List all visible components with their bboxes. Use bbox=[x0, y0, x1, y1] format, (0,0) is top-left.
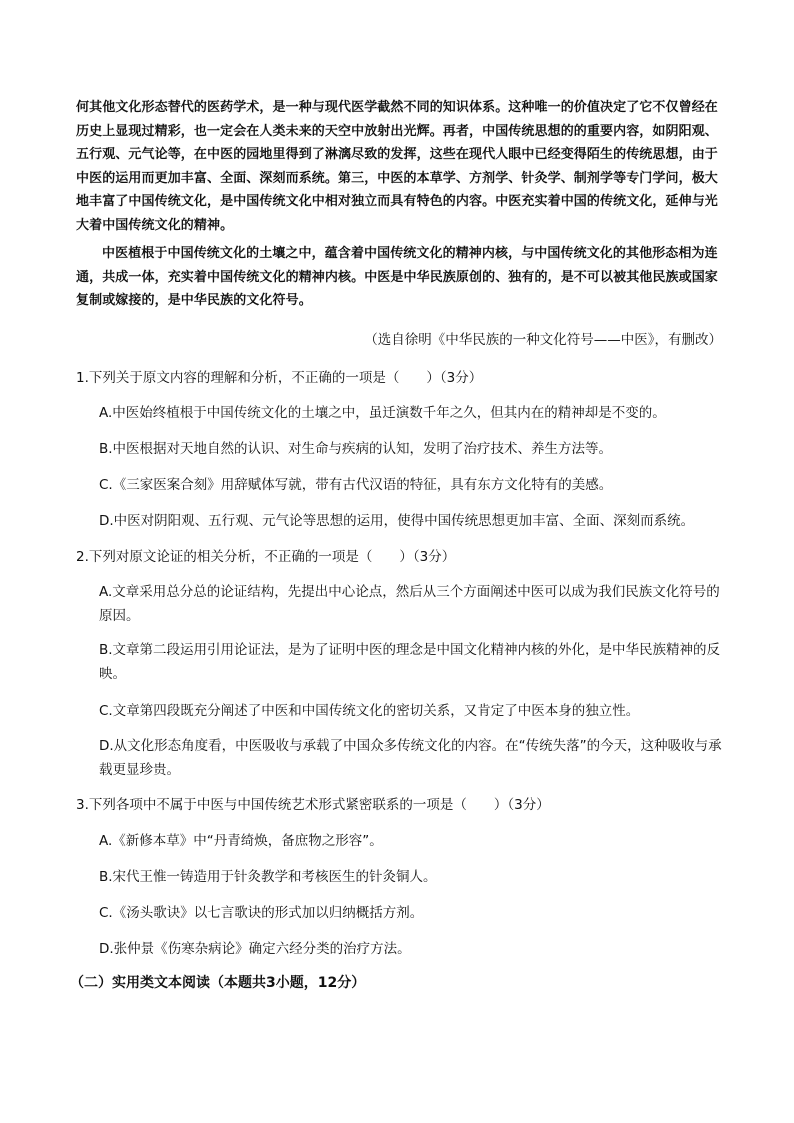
section-title: （二）实用类文本阅读（本题共3小题，12分） bbox=[70, 975, 366, 991]
question-2-option-c: C.文章第四段既充分阐述了中医和中国传统文化的密切关系，又肯定了中医本身的独立性。 bbox=[99, 703, 640, 719]
question-1-stem: 1.下列关于原文内容的理解和分析，不正确的一项是（ ）（3分） bbox=[76, 370, 483, 386]
question-2-option-d: D.从文化形态角度看，中医吸收与承载了中国众多传统文化的内容。在“传统失落”的今天，这种吸收与承载更显珍贵。 bbox=[99, 738, 722, 778]
question-3-stem: 3.下列各项中不属于中医与中国传统艺术形式紧密联系的一项是（ ）（3分） bbox=[76, 797, 550, 813]
question-1-option-b: B.中医根据对天地自然的认识、对生命与疾病的认知，发明了治疗技术、养生方法等。 bbox=[99, 441, 613, 457]
question-3-option-b: B.宋代王惟一铸造用于针灸教学和考核医生的针灸铜人。 bbox=[99, 869, 437, 885]
question-2-option-a: A.文章采用总分总的论证结构，先提出中心论点，然后从三个方面阐述中医可以成为我们民族文化符号的原因。 bbox=[99, 584, 720, 624]
question-2-option-b: B.文章第二段运用引用论证法，是为了证明中医的理念是中国文化精神内核的外化，是中华民族精神的反映。 bbox=[99, 642, 721, 682]
passage-source: （选自徐明《中华民族的一种文化符号——中医》，有删改） bbox=[364, 332, 722, 348]
question-2-stem: 2.下列对原文论证的相关分析，不正确的一项是（ ）（3分） bbox=[76, 549, 456, 565]
passage-paragraph-1: 何其他文化形态替代的医药学术，是一种与现代医学截然不同的知识体系。这种唯一的价值决定了它不仅曾经在历史上显现过精彩，也一定会在人类未来的天空中放射出光辉。再者，中国传统思想的的重要内容，如阴阳观、五行观、元气论等，在中医的园地里得到了淋漓尽致的发挥，这些在现代人眼中已经变得陌生的传统思想，由于中医的运用而更加丰富、全面、深刻而系统。第三，中医的本草学、方剂学、针灸学、制剂学等专门学问，极大地丰富了中国传统文化，是中国传统文化中相对独立而具有特色的内容。中医充实着中国的传统文化，延伸与光大着中国传统文化的精神。 bbox=[76, 100, 718, 233]
passage-paragraph-2: 中医植根于中国传统文化的土壤之中，蕴含着中国传统文化的精神内核，与中国传统文化的其他形态相为连通，共成一体，充实着中国传统文化的精神内核。中医是中华民族原创的、独有的，是不可以被其他民族或国家复制或嫁接的，是中华民族的文化符号。 bbox=[76, 246, 718, 308]
question-1-option-a: A.中医始终植根于中国传统文化的土壤之中，虽迁演数千年之久，但其内在的精神却是不变的。 bbox=[99, 405, 666, 421]
question-1-option-c: C.《三家医案合刻》用辞赋体写就，带有古代汉语的特征，具有东方文化特有的美感。 bbox=[99, 477, 613, 493]
question-1-option-d: D.中医对阴阳观、五行观、元气论等思想的运用，使得中国传统思想更加丰富、全面、深刻而系统。 bbox=[99, 513, 695, 529]
question-3-option-d: D.张仲景《伤寒杂病论》确定六经分类的治疗方法。 bbox=[99, 941, 411, 957]
question-3-option-c: C.《汤头歌诀》以七言歌诀的形式加以归纳概括方剂。 bbox=[99, 905, 424, 921]
question-3-option-a: A.《新修本草》中“丹青绮焕，备庶物之形容”。 bbox=[99, 833, 383, 849]
